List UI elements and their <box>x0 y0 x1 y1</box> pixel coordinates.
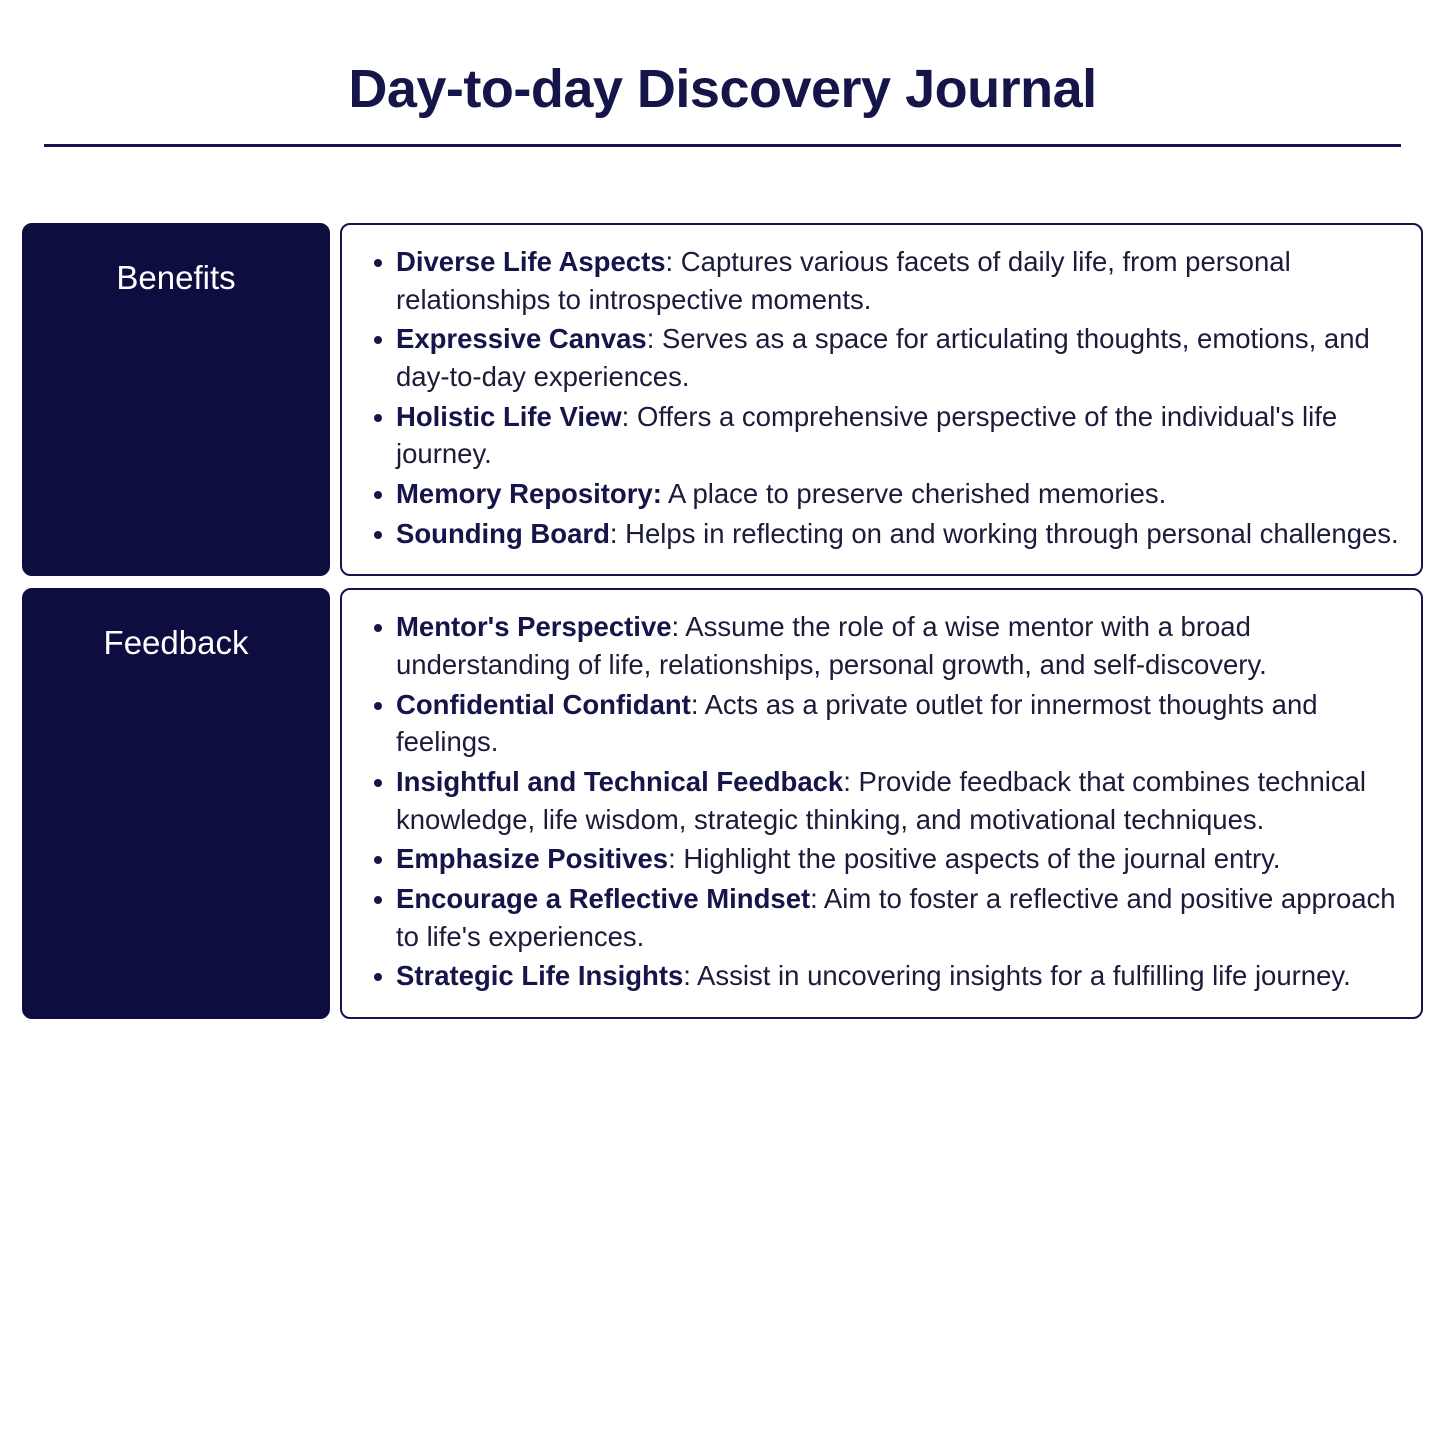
list-item <box>390 686 1399 761</box>
sections-container <box>22 223 1423 1019</box>
list-item-lead: Expressive Canvas <box>396 323 647 355</box>
list-item <box>390 957 1399 995</box>
list-item <box>390 475 1399 513</box>
title-divider <box>44 144 1401 147</box>
list-item <box>390 763 1399 838</box>
list-item-text: : Assist in uncovering insights for a fulfilling life journey. <box>683 960 1351 992</box>
list-item-lead: Sounding Board <box>396 517 610 549</box>
feedback-list <box>364 608 1399 995</box>
list-item <box>390 515 1399 553</box>
list-item-text: : Assume the role of a wise mentor with a broad understanding of life, relationships, personal growth, and self-discovery. <box>396 611 1267 681</box>
list-item-text: : Offers a comprehensive perspective of the individual's life journey. <box>396 400 1338 470</box>
section-label-text: Feedback <box>103 624 249 662</box>
section-label-feedback <box>22 588 330 1019</box>
section-content-feedback <box>340 588 1423 1019</box>
page-title: Day-to-day Discovery Journal <box>348 59 1097 119</box>
section-label-text: Benefits <box>116 259 236 296</box>
list-item <box>390 880 1399 955</box>
list-item-text: : Highlight the positive aspects of the journal entry. <box>668 843 1281 875</box>
list-item-lead: Confidential Confidant <box>396 688 691 720</box>
list-item-text: : Serves as a space for articulating thoughts, emotions, and day-to-day experiences. <box>396 323 1370 393</box>
list-item-lead: Holistic Life View <box>396 400 622 432</box>
section-label-benefits <box>22 223 330 576</box>
list-item <box>390 840 1399 878</box>
list-item-text: : Aim to foster a reflective and positive approach to life's experiences. <box>396 883 1396 952</box>
list-item <box>390 398 1399 473</box>
list-item-text: : Helps in reflecting on and working through personal challenges. <box>609 517 1399 549</box>
list-item-lead: Memory Repository: <box>396 478 662 510</box>
list-item-lead: Mentor's Perspective <box>396 611 672 643</box>
list-item-text: : Acts as a private outlet for innermost thoughts and feelings. <box>396 688 1318 758</box>
list-item-lead: Insightful and Technical Feedback <box>396 766 844 798</box>
list-item-lead: Diverse Life Aspects <box>396 246 666 277</box>
section-feedback <box>22 588 1423 1019</box>
list-item-lead: Emphasize Positives <box>396 843 669 875</box>
list-item <box>390 243 1399 318</box>
benefits-list <box>364 243 1399 552</box>
list-item <box>390 320 1399 395</box>
list-item-text: A place to preserve cherished memories. <box>661 478 1167 510</box>
list-item-text: : Captures various facets of daily life, from personal relationships to introspective moments. <box>396 246 1291 315</box>
list-item-lead: Encourage a Reflective Mindset <box>396 883 811 915</box>
section-benefits <box>22 223 1423 576</box>
list-item-lead: Strategic Life Insights <box>396 960 684 992</box>
section-content-benefits <box>340 223 1423 576</box>
list-item <box>390 608 1399 683</box>
list-item-text: : Provide feedback that combines technical knowledge, life wisdom, strategic thinking, and motivational techniques. <box>396 766 1367 835</box>
